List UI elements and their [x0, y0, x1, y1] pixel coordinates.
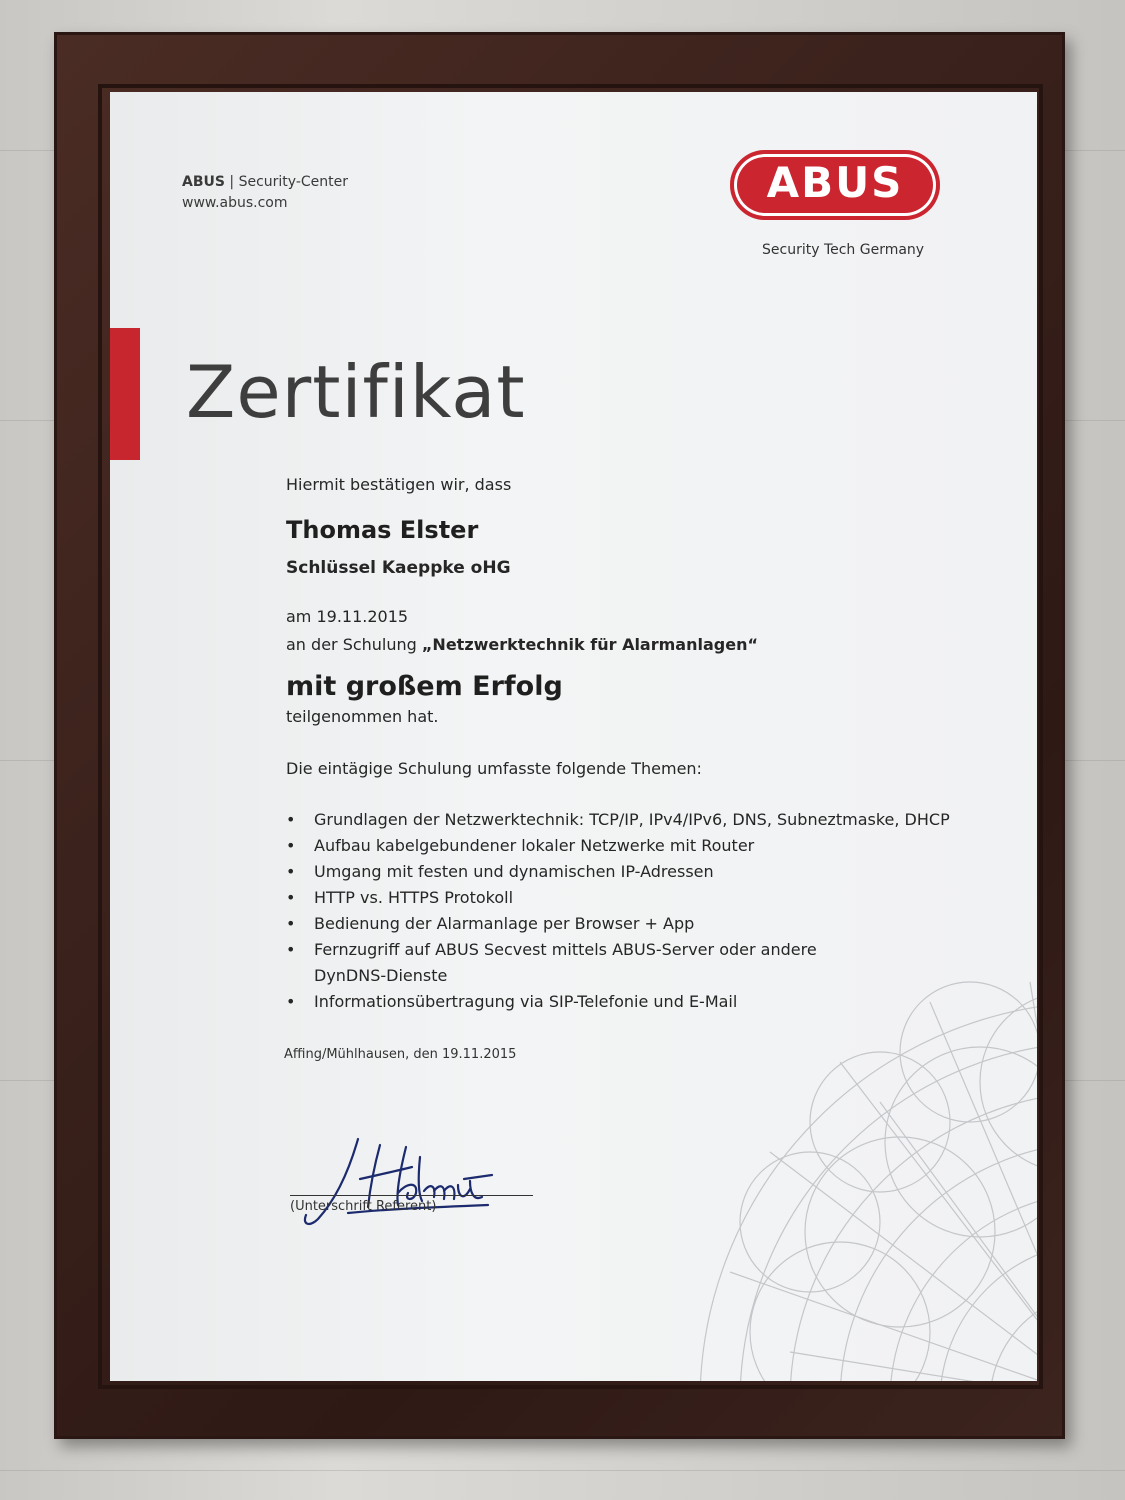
red-accent-bar: [110, 328, 140, 460]
signature-label: (Unterschrift Referent): [290, 1199, 437, 1214]
list-item: [286, 885, 950, 911]
recipient-company: Schlüssel Kaeppke oHG: [286, 558, 511, 578]
picture-frame: [54, 32, 1065, 1439]
intro-text: Hiermit bestätigen wir, dass: [286, 475, 512, 494]
topic-text: Aufbau kabelgebundener lokaler Netzwerke mit Router: [314, 836, 755, 855]
logo-text: ABUS: [766, 158, 904, 207]
header-brand: ABUS: [182, 174, 225, 190]
bullet: •: [286, 914, 296, 933]
list-item: [286, 937, 950, 989]
list-item: [286, 989, 950, 1015]
signature-line: [290, 1195, 533, 1196]
bullet: •: [286, 992, 296, 1011]
wall-seam: [0, 1470, 1125, 1471]
certificate-paper: [110, 92, 1037, 1381]
topic-text: Informationsübertragung via SIP-Telefonie und E-Mail: [314, 992, 738, 1011]
list-item: [286, 911, 950, 937]
list-item: [286, 807, 950, 833]
logo-badge: [730, 150, 940, 220]
header-brand-line: ABUS | Security-Center: [182, 174, 349, 190]
course-line: [286, 635, 758, 654]
topic-text: HTTP vs. HTTPS Protokoll: [314, 888, 514, 907]
bullet: •: [286, 888, 296, 907]
course-title: „Netzwerktechnik für Alarmanlagen“: [421, 635, 758, 654]
list-item: [286, 833, 950, 859]
bullet: •: [286, 862, 296, 881]
participated-text: teilgenommen hat.: [286, 707, 439, 726]
bullet: •: [286, 836, 296, 855]
topic-text: Umgang mit festen und dynamischen IP-Adressen: [314, 862, 714, 881]
recipient-name: Thomas Elster: [286, 516, 479, 544]
topic-text: Bedienung der Alarmanlage per Browser + App: [314, 914, 695, 933]
topics-list: [286, 807, 950, 1015]
header-website: www.abus.com: [182, 195, 288, 211]
course-date: am 19.11.2015: [286, 607, 409, 626]
list-item: [286, 859, 950, 885]
bullet: •: [286, 940, 296, 959]
certificate-title: Zertifikat: [186, 350, 526, 434]
topic-text: Grundlagen der Netzwerktechnik: TCP/IP, IPv4/IPv6, DNS, Subneztmaske, DHCP: [314, 810, 950, 829]
rosette-watermark-icon: [670, 972, 1037, 1381]
signature-icon: [288, 1127, 498, 1237]
header-block: [182, 172, 348, 214]
success-text: mit großem Erfolg: [286, 671, 563, 702]
course-prefix: an der Schulung: [286, 635, 422, 654]
topics-intro: Die eintägige Schulung umfasste folgende Themen:: [286, 759, 702, 778]
bullet: •: [286, 810, 296, 829]
topic-text: Fernzugriff auf ABUS Secvest mittels ABUS-Server oder andere: [314, 940, 817, 959]
logo-tagline: Security Tech Germany: [762, 242, 925, 258]
header-department: Security-Center: [238, 174, 349, 190]
topic-continuation: DynDNS-Dienste: [314, 966, 448, 985]
abus-logo-icon: [730, 150, 944, 264]
place-and-date: Affing/Mühlhausen, den 19.11.2015: [284, 1047, 517, 1062]
